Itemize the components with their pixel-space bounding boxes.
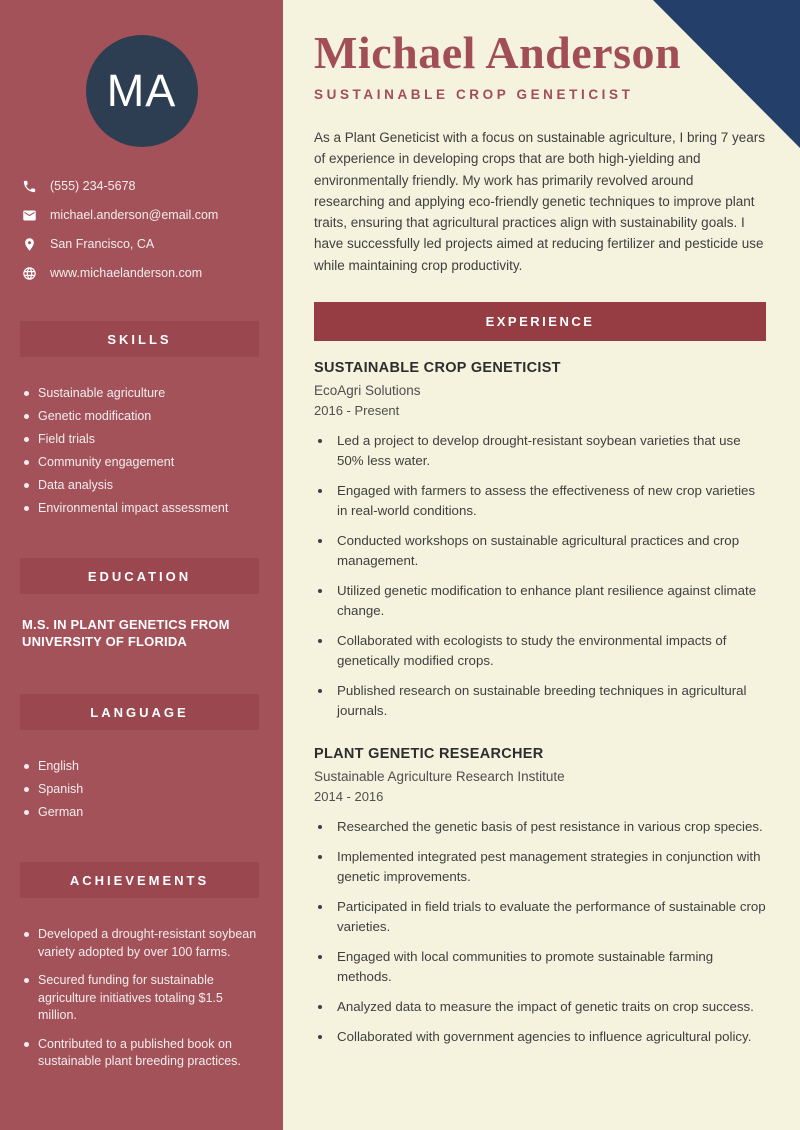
language-item: German [24,804,265,820]
skill-item: Genetic modification [24,408,265,424]
job-bullet: • Collaborated with ecologists to study the environmental impacts of genetically modified crops. [333,631,766,671]
skills-heading-label: SKILLS [107,331,172,347]
language-heading-label: LANGUAGE [90,704,189,720]
contact-location-text: San Francisco, CA [50,237,155,251]
contact-item-phone [22,179,267,194]
job-company: EcoAgri Solutions [314,383,421,399]
experience-section-header [314,302,766,341]
education-degree: M.S. IN PLANT GENETICS FROM UNIVERSITY OF FLORIDA [22,617,230,649]
job-bullet: • Collaborated with government agencies to influence agricultural policy. [333,1027,766,1047]
language-item: Spanish [24,781,265,797]
language-item: English [24,758,265,774]
contact-website-text: www.michaelanderson.com [50,266,203,280]
job-company: Sustainable Agriculture Research Institute [314,769,565,785]
language-section-header [20,694,259,730]
skills-list [0,385,283,516]
skill-item: Environmental impact assessment [24,500,265,516]
education-section-header [20,558,259,594]
contact-email-text: michael.anderson@email.com [50,208,219,222]
main-content [283,0,800,1130]
contact-item-location [22,237,267,252]
language-list [0,758,283,820]
job-bullet: • Implemented integrated pest management strategies in conjunction with genetic improvements. [333,847,766,887]
job-bullet: • Researched the genetic basis of pest resistance in various crop species. [333,817,766,837]
job-title: SUSTAINABLE CROP GENETICIST [314,360,561,377]
contact-item-email [22,208,267,223]
globe-icon [22,266,37,281]
job-bullet: • Participated in field trials to evaluate the performance of sustainable crop varieties. [333,897,766,937]
skill-item: Field trials [24,431,265,447]
experience-heading-label: EXPERIENCE [485,314,595,330]
job-bullet: • Utilized genetic modification to enhance plant resilience against climate change. [333,581,766,621]
sidebar [0,0,283,1130]
job-bullet: • Engaged with local communities to promote sustainable farming methods. [333,947,766,987]
page-title: Michael Anderson [314,27,682,78]
avatar-initials: MA [106,65,177,116]
profile-summary: As a Plant Geneticist with a focus on sustainable agriculture, I bring 7 years of experience in developing crops that are both high-yielding and environmentally friendly. My work has primarily revolved around researching and applying eco-friendly genetic techniques to improve plant traits, ensuring that agricultural practices align with sustainability goals. I have successfully led projects aimed at reducing fertilizer and pesticide use while maintaining crop productivity. [314,130,765,273]
achievement-item: Contributed to a published book on sustainable plant breeding practices. [24,1036,265,1071]
location-icon [22,237,37,252]
job-bullet: • Conducted workshops on sustainable agricultural practices and crop management. [333,531,766,571]
job-bullet: • Led a project to develop drought-resistant soybean varieties that use 50% less water. [333,431,766,471]
role-title: SUSTAINABLE CROP GENETICIST [314,87,634,102]
job-entry [314,360,766,721]
job-dates: 2016 - Present [314,403,400,419]
skill-item: Community engagement [24,454,265,470]
education-heading-label: EDUCATION [87,568,192,584]
skills-section-header [20,321,259,357]
job-bullet: • Analyzed data to measure the impact of genetic traits on crop success. [333,997,766,1017]
achievements-list [0,926,283,1071]
job-bullet: • Engaged with farmers to assess the effectiveness of new crop varieties in real-world conditions. [333,481,766,521]
skill-item: Sustainable agriculture [24,385,265,401]
contact-item-website [22,266,267,281]
achievement-item: Secured funding for sustainable agriculture initiatives totaling $1.5 million. [24,972,265,1025]
job-title: PLANT GENETIC RESEARCHER [314,746,544,763]
job-bullet: • Published research on sustainable breeding techniques in agricultural journals. [333,681,766,721]
achievements-heading-label: ACHIEVEMENTS [69,872,210,888]
skill-item: Data analysis [24,477,265,493]
achievements-section-header [20,862,259,898]
phone-icon [22,179,37,194]
job-dates: 2014 - 2016 [314,789,384,805]
achievement-item: Developed a drought-resistant soybean variety adopted by over 100 farms. [24,926,265,961]
email-icon [22,208,37,223]
contact-phone-text: (555) 234-5678 [50,179,136,193]
job-entry [314,746,766,1047]
job-bullet-list [314,817,766,1047]
job-bullet-list [314,431,766,721]
avatar [86,35,198,147]
contact-list [0,179,283,281]
